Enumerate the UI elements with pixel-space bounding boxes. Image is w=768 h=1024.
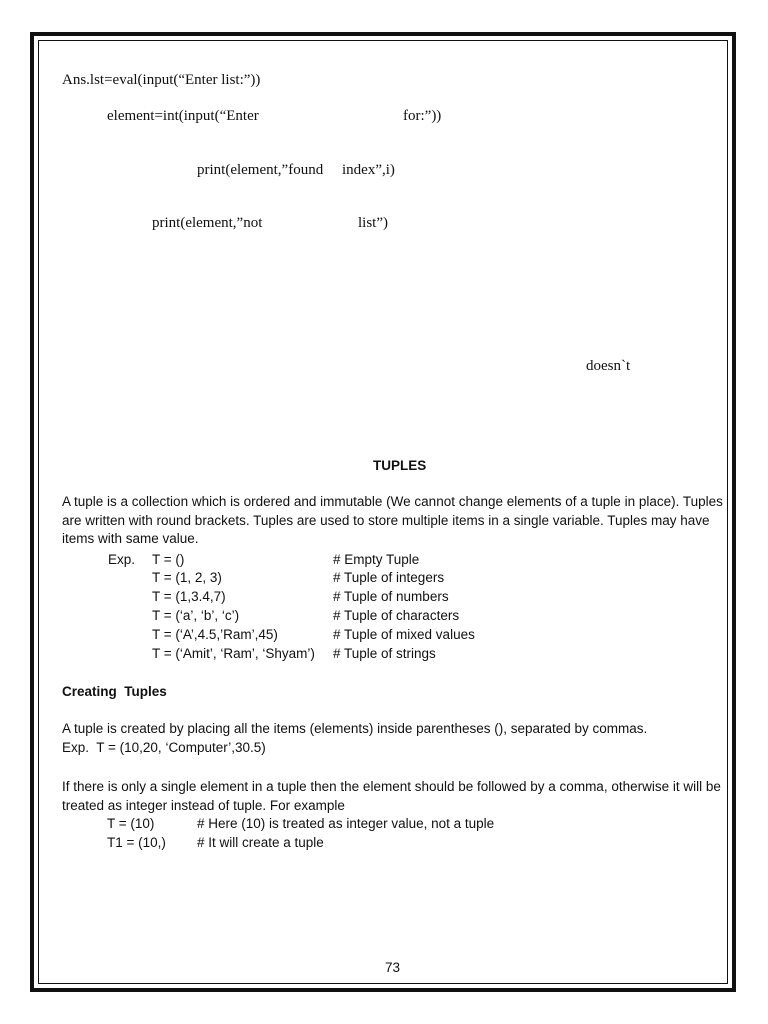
code-line-3-left: print(element,”found [197, 162, 324, 178]
single-example-comment: # It will create a tuple [197, 835, 324, 850]
creating-example: Exp. T = (10,20, ‘Computer’,30.5) [62, 740, 266, 755]
example-code: T = (‘Amit’, ‘Ram’, ‘Shyam’) [152, 646, 315, 661]
example-comment: # Tuple of strings [333, 646, 436, 661]
example-comment: # Empty Tuple [333, 552, 420, 567]
example-comment: # Tuple of mixed values [333, 627, 475, 642]
section-heading: TUPLES [373, 458, 427, 473]
example-comment: # Tuple of numbers [333, 589, 449, 604]
single-example-code: T1 = (10,) [107, 835, 166, 850]
single-element-paragraph: If there is only a single element in a tuple then the element should be followed by a comma, otherwise it will be treated as integer instead of tuple. For example [62, 779, 721, 813]
example-label: Exp. [108, 552, 136, 567]
example-code: T = () [152, 552, 185, 567]
code-line-4-left: print(element,”not [152, 215, 263, 231]
page-number: 73 [385, 960, 401, 975]
example-comment: # Tuple of integers [333, 570, 445, 585]
example-code: T = (1,3.4,7) [152, 589, 226, 604]
subsection-heading: Creating Tuples [62, 684, 167, 699]
code-line-4-right: list”) [358, 215, 388, 231]
example-code: T = (1, 2, 3) [152, 570, 222, 585]
single-example-comment: # Here (10) is treated as integer value, not a tuple [197, 816, 495, 831]
code-line-1: Ans.lst=eval(input(“Enter list:”)) [62, 72, 261, 88]
example-code: T = (‘A’,4.5,’Ram’,45) [152, 627, 278, 642]
creating-paragraph: A tuple is created by placing all the items (elements) inside parentheses (), separated by commas. [62, 721, 648, 736]
single-example-code: T = (10) [107, 816, 155, 831]
code-line-2-right: for:”)) [403, 108, 442, 124]
example-code: T = (‘a’, ‘b’, ‘c’) [152, 608, 240, 623]
intro-paragraph: A tuple is a collection which is ordered and immutable (We cannot change elements of a tuple in place). Tuples are written with round brackets. Tuples are used to store multiple items in a single variable. Tuples may have items with same value. [62, 494, 723, 546]
code-line-2-left: element=int(input(“Enter [107, 108, 259, 124]
code-line-3-right: index”,i) [342, 162, 395, 178]
example-comment: # Tuple of characters [333, 608, 460, 623]
stray-word: doesn`t [586, 358, 631, 374]
